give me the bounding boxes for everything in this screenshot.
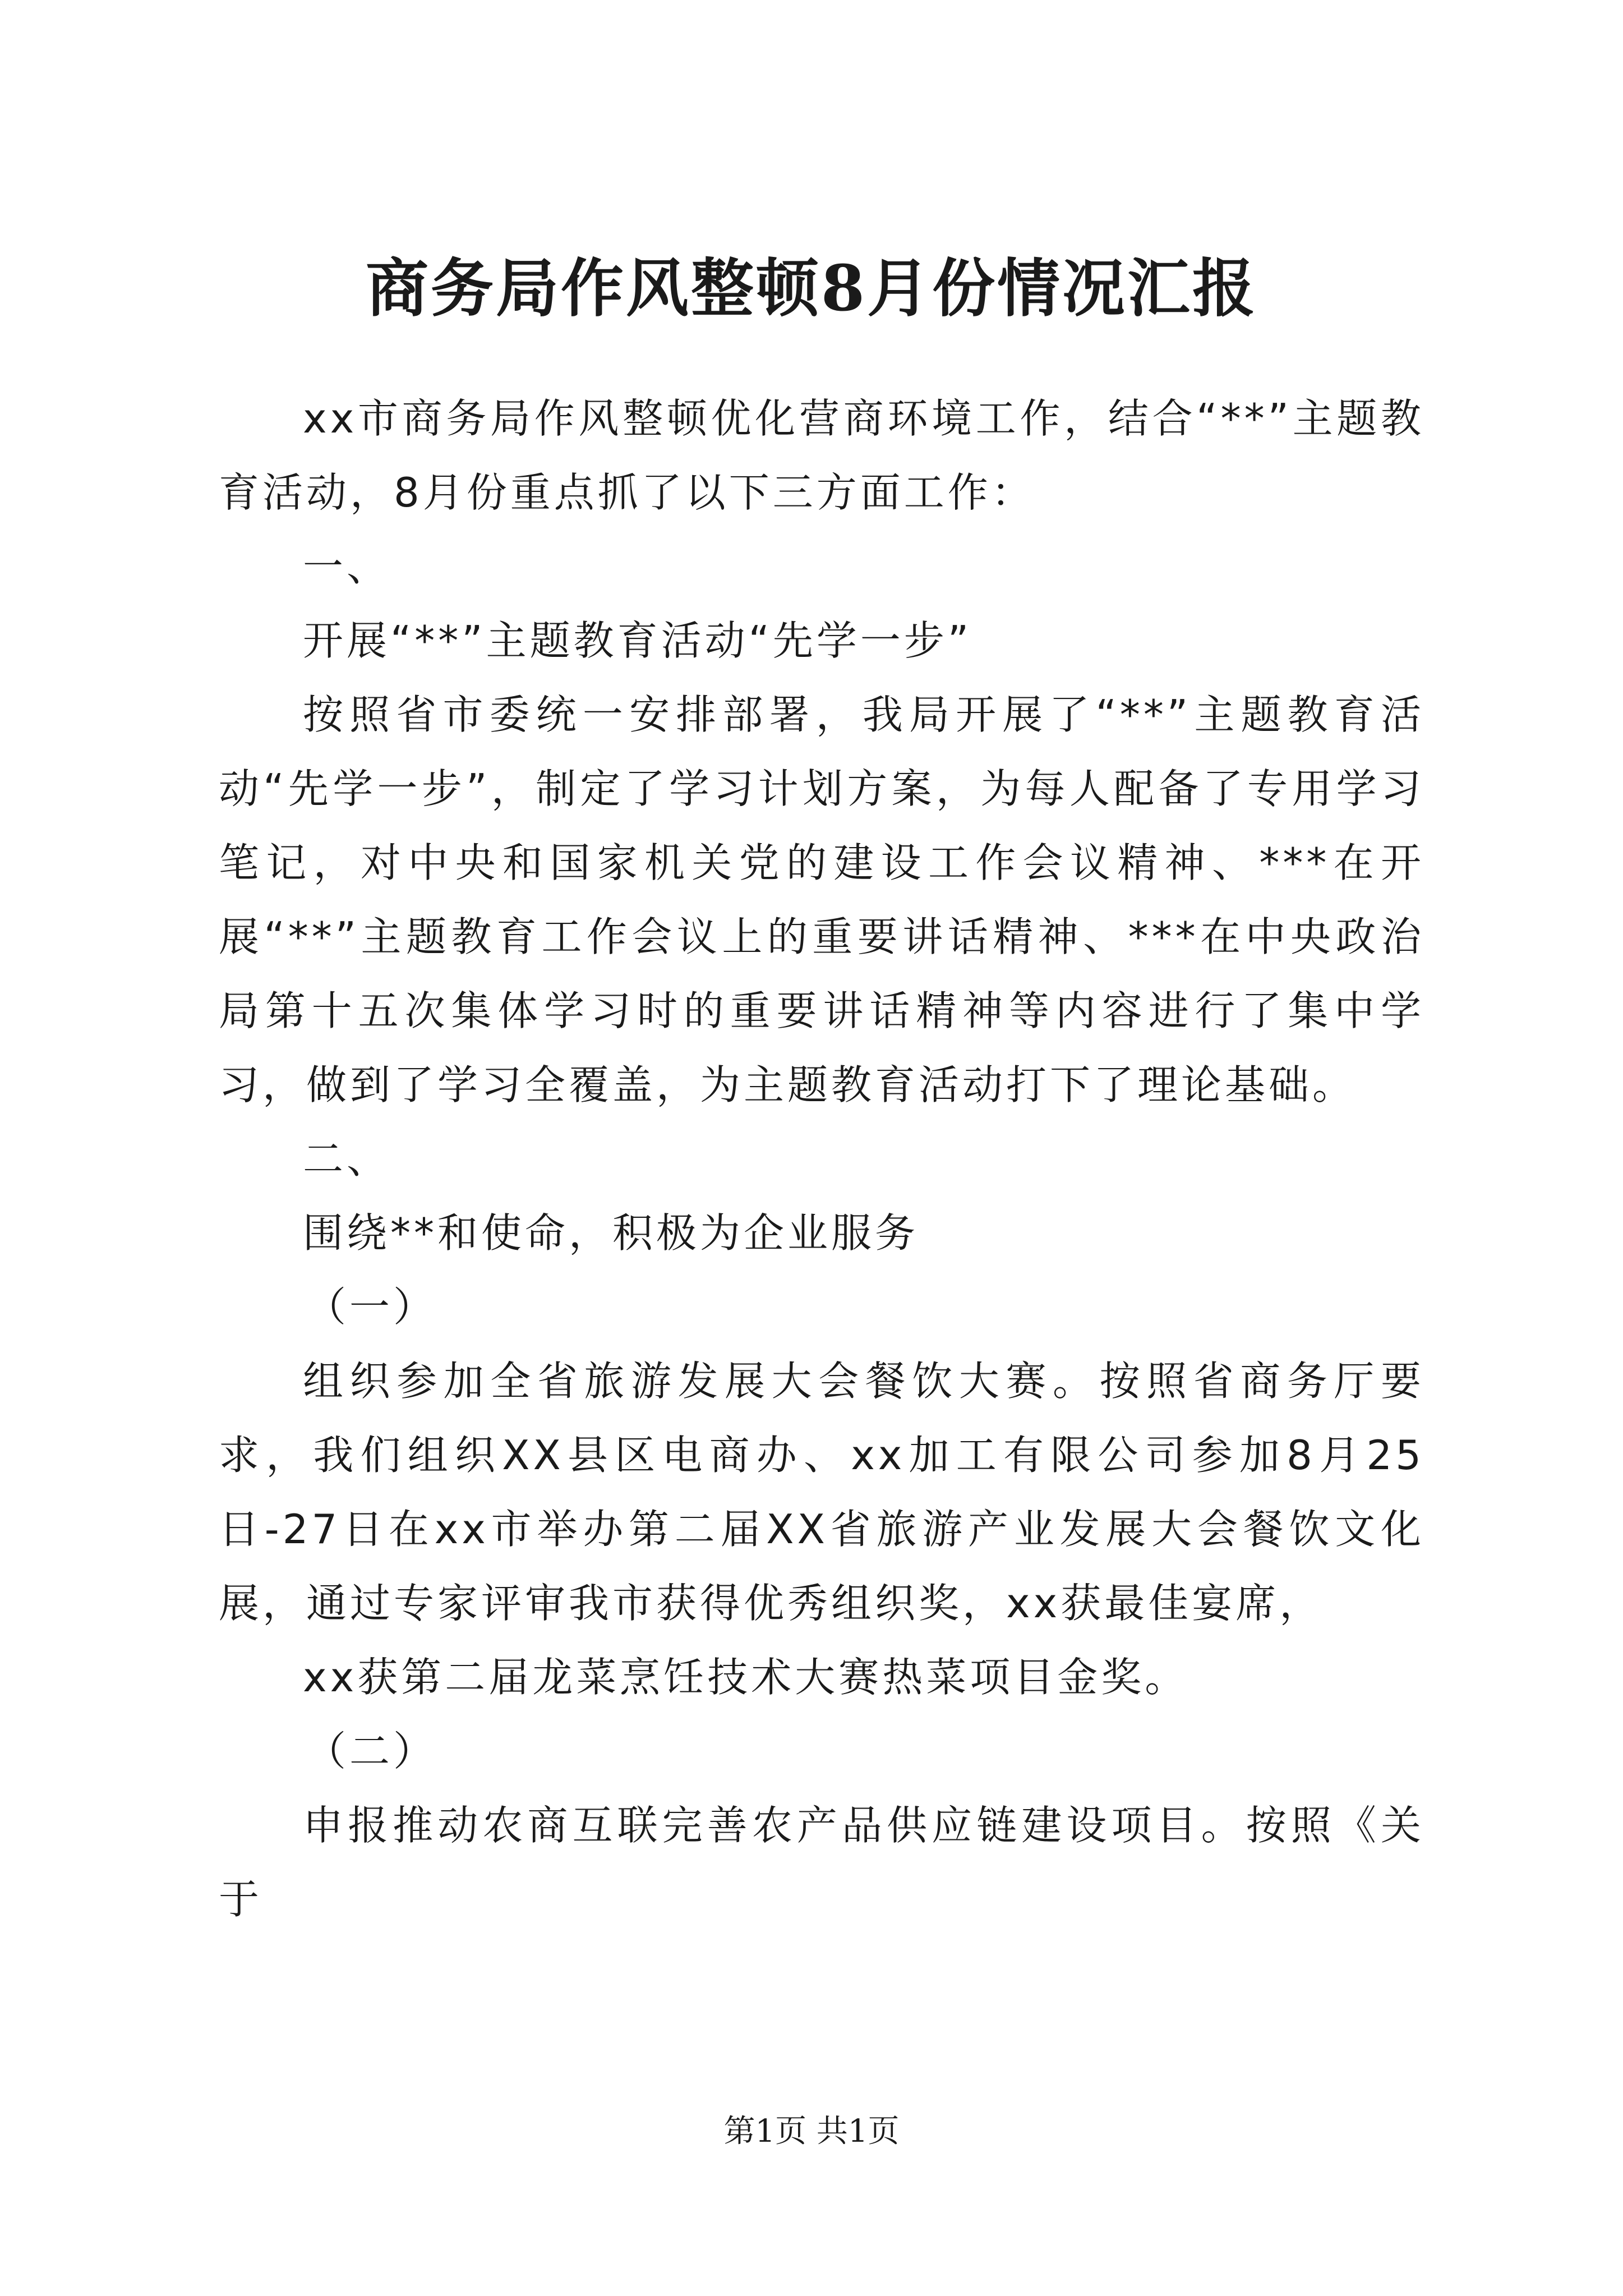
section-number-1: 一、 bbox=[303, 543, 391, 590]
paragraph-intro: xx市商务局作风整顿优化营商环境工作，结合“**”主题教育活动，8月份重点抓了以下三方面工作： bbox=[219, 395, 1424, 516]
section-heading-2: 围绕**和使命，积极为企业服务 bbox=[303, 1209, 919, 1257]
section-heading-1: 开展“**”主题教育活动“先学一步” bbox=[303, 617, 972, 664]
paragraph-section-1: 按照省市委统一安排部署，我局开展了“**”主题教育活动“先学一步”，制定了学习计划方案，为每人配备了专用学习笔记，对中央和国家机关党的建设工作会议精神、***在开展“**”主题教育工作会议上的重要讲话精神、***在中央政治局第十五次集体学习时的重要讲话精神等内容进行了集中学习，做到了学习全覆盖，为主题教育活动打下了理论基础。 bbox=[219, 691, 1424, 1108]
subsection-number-1: （一） bbox=[306, 1283, 437, 1331]
document-body bbox=[219, 381, 1424, 1936]
subsection-number-2: （二） bbox=[306, 1728, 437, 1775]
page-footer: 第1页 共1页 bbox=[723, 2113, 900, 2150]
paragraph-subsection-2: 申报推动农商互联完善农产品供应链建设项目。按照《关于 bbox=[219, 1802, 1424, 1923]
paragraph-subsection-1: 组织参加全省旅游发展大会餐饮大赛。按照省商务厅要求，我们组织XX县区电商办、xx加工有限公司参加8月25日-27日在xx市举办第二届XX省旅游产业发展大会餐饮文化展，通过专家评审我市获得优秀组织奖，xx获最佳宴席， bbox=[219, 1358, 1424, 1627]
section-number-2: 二、 bbox=[303, 1135, 391, 1182]
paragraph-subsection-1-cont: xx获第二届龙菜烹饪技术大赛热菜项目金奖。 bbox=[303, 1654, 1189, 1701]
document-title: 商务局作风整顿8月份情况汇报 bbox=[366, 252, 1257, 325]
